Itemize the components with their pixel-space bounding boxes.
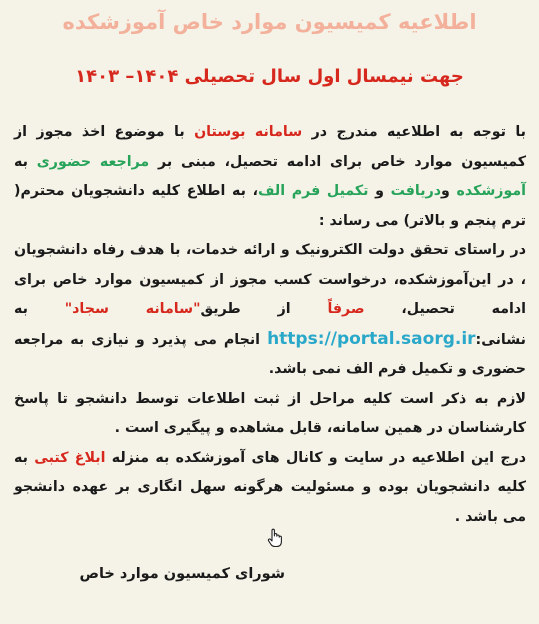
announcement-body: [14, 118, 526, 532]
amoozeshkade-highlight: آموزشکده: [456, 183, 526, 199]
text-segment: درج این اطلاعیه در سایت و کانال های آموزشکده به منزله: [105, 449, 527, 466]
signature-council: شورای کمیسیون موارد خاص: [79, 566, 285, 582]
serfan-highlight: صرفاً: [327, 301, 365, 317]
announcement-title: اطلاعیه کمیسیون موارد خاص آموزشکده: [62, 10, 477, 34]
moraje-hozoori-highlight: مراجعه حضوری: [36, 153, 150, 170]
paragraph-portal: [14, 236, 526, 385]
hand-pointer-icon-svg: [266, 528, 284, 548]
samaneh-sajjad-highlight: "سامانه سجاد": [64, 301, 201, 317]
text-segment: ، به اطلاع کلیه دانشجویان محترم( ترم پنجم و بالاتر) می رساند :: [14, 183, 526, 229]
text-segment: با توجه به اطلاعیه مندرج در: [302, 124, 526, 140]
paragraph-intro: [14, 118, 526, 236]
paragraph-tracking: لازم به ذکر است کلیه مراحل از ثبت اطلاعات توسط دانشجو تا پاسخ کارشناسان در همین سامانه، قابل مشاهده و پیگیری است .: [14, 390, 526, 436]
takmil-form-highlight: تکمیل فرم الف: [258, 183, 369, 199]
semester-subtitle: جهت نیمسال اول سال تحصیلی ۱۴۰۴– ۱۴۰۳: [75, 66, 464, 87]
text-segment: در راستای تحقق دولت الکترونیک و ارائه خدمات، با هدف رفاه دانشجویان ، در این‌آموزشکده، درخواست کسب مجوز از کمیسیون موارد خاص برای ادامه تحصیل،: [14, 242, 526, 317]
text-segment: به نشانی:: [14, 301, 526, 348]
daryaft-highlight: دریافت: [390, 183, 442, 199]
paragraph-notice: [14, 444, 526, 533]
eblagh-highlight: ابلاغ کتبی: [34, 449, 106, 466]
text-segment: به: [14, 153, 37, 170]
text-segment: با موضوع اخذ مجوز از کمیسیون موارد خاص برای ادامه تحصیل، مبنی بر: [14, 124, 526, 170]
text-segment: به کلیه دانشجویان بوده و مسئولیت هرگونه سهل انگاری بر عهده دانشجو می باشد .: [14, 449, 526, 525]
text-segment: انجام می پذیرد و نیازی به مراجعه حضوری و تکمیل فرم الف نمی باشد.: [14, 331, 526, 377]
samaneh-bostan-highlight: سامانه بوستان: [194, 124, 303, 140]
portal-url-link[interactable]: https://portal.saorg.ir: [267, 328, 476, 349]
text-segment: و: [368, 183, 391, 199]
text-segment: از طریق: [200, 301, 328, 317]
hand-pointer-icon: [266, 528, 284, 548]
text-segment: و: [441, 183, 457, 199]
